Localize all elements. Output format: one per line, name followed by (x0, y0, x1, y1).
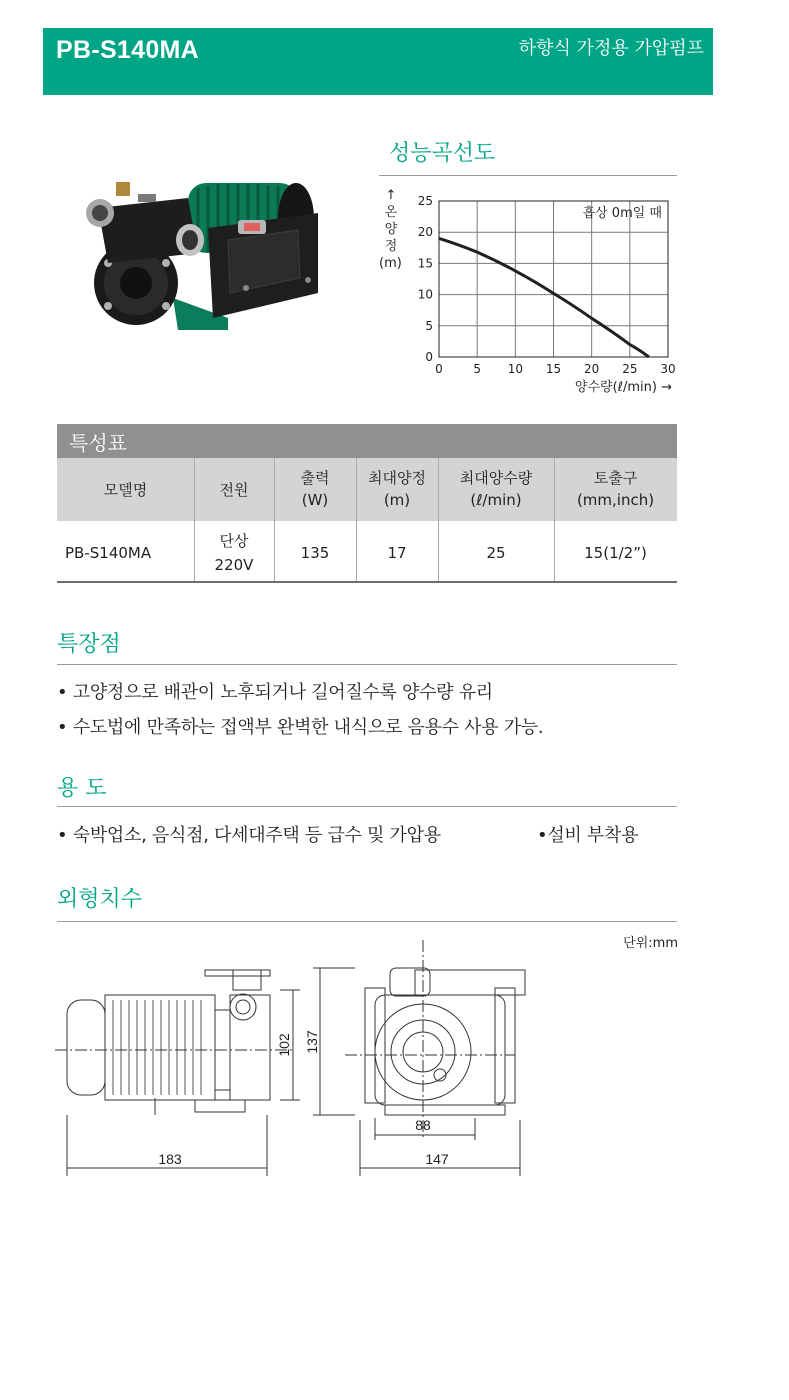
x-tick-label: 25 (622, 362, 638, 376)
performance-section-title: 성능곡선도 (389, 141, 496, 166)
spec-table-title: 특성표 (69, 431, 127, 455)
dim-side-width: 183 (158, 1151, 182, 1167)
spec-cell (274, 541, 356, 565)
product-subtitle: 하향식 가정용 가압펌프 (518, 38, 704, 59)
spec-header-text: (ℓ/min) (470, 491, 522, 509)
dimensions-section-title: 외형치수 (57, 887, 143, 912)
spec-header-text: (m) (383, 491, 411, 509)
y-tick-label: 20 (417, 225, 433, 240)
spec-header-text: 출력 (300, 469, 330, 487)
y-axis-label-char: 양 (384, 222, 398, 237)
y-axis-label-unit: (m) (379, 256, 402, 271)
usage-item: • 숙박업소, 음식점, 다세대주택 등 급수 및 가압용 (57, 825, 441, 846)
dim-side-height: 102 (276, 1033, 292, 1057)
spec-cell (438, 541, 554, 565)
side-view (55, 970, 300, 1176)
y-axis-label-arrow: ↑ (385, 188, 397, 203)
feature-item: • 고양정으로 배관이 노후되거나 길어질수록 양수량 유리 (57, 682, 493, 703)
x-tick-label: 10 (507, 362, 523, 376)
spec-cell-text: 25 (486, 544, 506, 562)
spec-cell-text: 15(1/2”) (584, 544, 647, 562)
spec-cell (194, 529, 274, 577)
spec-header-cell (57, 479, 194, 501)
feature-item: • 수도법에 만족하는 접액부 완벽한 내식으로 음용수 사용 가능. (57, 717, 544, 738)
chart-grid (439, 201, 668, 357)
y-tick-label: 0 (425, 350, 433, 364)
spec-cell (65, 541, 194, 565)
table-divider (554, 521, 555, 581)
table-divider (274, 458, 275, 521)
spec-cell (356, 541, 438, 565)
spec-cell-text: 단상 (219, 532, 249, 550)
x-tick-label: 30 (660, 362, 676, 376)
spec-header-cell (274, 467, 356, 511)
spec-cell-text: 17 (387, 544, 407, 562)
spec-header-text: 최대양수량 (459, 469, 533, 487)
x-axis-label: 양수량(ℓ/min) → (574, 380, 672, 395)
y-axis-label-char: 정 (384, 239, 398, 254)
dim-front-height: 137 (304, 1030, 320, 1054)
table-divider (356, 458, 357, 521)
spec-header-text: (W) (301, 491, 329, 509)
spec-table-title-bar (57, 424, 677, 458)
features-title-rule (57, 664, 677, 665)
spec-header-cell (356, 467, 438, 511)
model-title: PB-S140MA (56, 36, 200, 64)
table-divider (554, 458, 555, 521)
spec-cell-text: 220V (214, 556, 254, 574)
table-divider (194, 458, 195, 521)
performance-curve-chart (372, 185, 682, 405)
features-section-title: 특장점 (57, 632, 121, 657)
spec-header-text: 토출구 (593, 469, 638, 487)
spec-header-text: 최대양정 (368, 469, 426, 487)
unit-label: 단위:mm (623, 936, 678, 951)
performance-title-rule (379, 175, 677, 176)
spec-cell (554, 541, 677, 565)
dimensions-title-rule (57, 921, 677, 922)
spec-header-cell (554, 467, 677, 511)
spec-table-bottom-rule (57, 581, 677, 583)
spec-header-text: 모델명 (103, 481, 148, 499)
usage-item: •설비 부착용 (537, 825, 639, 846)
usage-section-title: 용 도 (57, 776, 107, 801)
performance-curve-line (439, 238, 649, 357)
dim-front-width: 147 (425, 1151, 449, 1167)
spec-header-text: 전원 (219, 481, 249, 499)
y-axis-label-char: 온 (384, 205, 398, 220)
table-divider (356, 521, 357, 581)
table-divider (438, 521, 439, 581)
spec-table-header (57, 458, 677, 521)
table-divider (194, 521, 195, 581)
spec-header-cell (438, 467, 554, 511)
dim-front-base: 88 (415, 1117, 431, 1133)
pump-product-photo (78, 168, 338, 348)
table-divider (438, 458, 439, 521)
chart-annotation: 흡상 0m일 때 (582, 206, 662, 221)
spec-cell-text: PB-S140MA (65, 544, 152, 562)
y-tick-label: 15 (417, 256, 433, 271)
spec-table-body (57, 521, 677, 581)
spec-header-cell (194, 479, 274, 501)
table-divider (274, 521, 275, 581)
front-view (313, 940, 525, 1176)
y-tick-label: 25 (417, 194, 433, 208)
x-tick-label: 5 (473, 362, 481, 376)
x-tick-label: 20 (584, 362, 600, 376)
dimension-drawing (55, 940, 535, 1180)
spec-header-text: (mm,inch) (576, 491, 655, 509)
y-tick-label: 10 (417, 287, 433, 302)
title-banner (43, 28, 713, 95)
usage-title-rule (57, 806, 677, 807)
spec-cell-text: 135 (300, 544, 330, 562)
x-tick-label: 0 (435, 362, 443, 376)
x-tick-label: 15 (545, 362, 562, 376)
y-tick-label: 5 (425, 318, 433, 333)
